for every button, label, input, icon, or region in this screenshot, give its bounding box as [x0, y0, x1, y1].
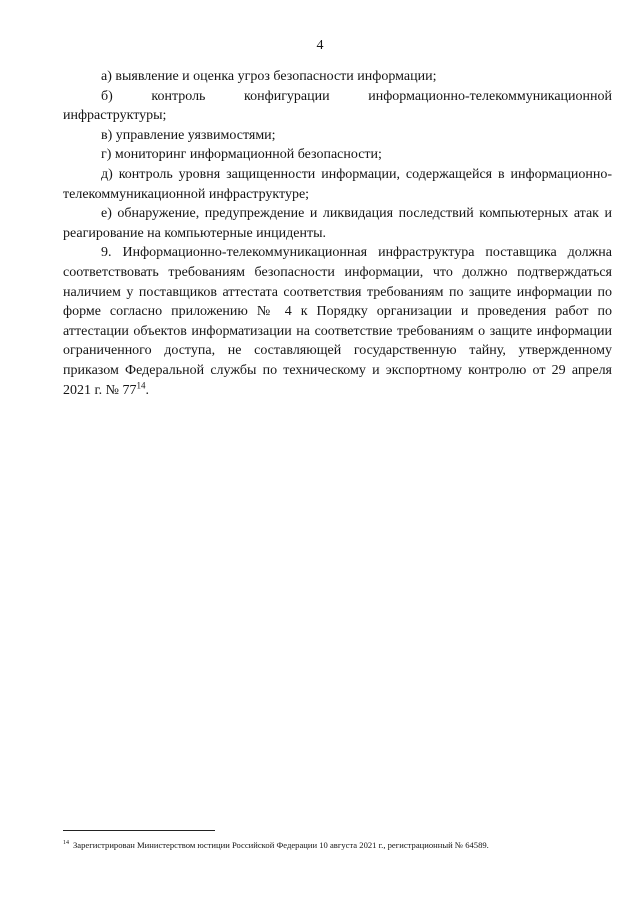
- list-item-d: д) контроль уровня защищенности информации, содержащейся в информационно-телекоммуникационной инфраструктуре;: [63, 166, 612, 202]
- footnote: [63, 839, 623, 851]
- footnote-separator: [63, 830, 215, 831]
- document-body: [63, 67, 612, 400]
- list-item-v: в) управление уязвимостями;: [101, 127, 276, 143]
- paragraph-9: [63, 243, 612, 400]
- footnote-mark: 14: [63, 840, 69, 847]
- list-item-a: а) выявление и оценка угроз безопасности информации;: [101, 69, 437, 84]
- paragraph-9-text: 9. Информационно-телекоммуникационная инфраструктура поставщика должна соответствовать требованиям безопасности информации, что должно подтверждаться наличием у поставщиков аттестата соответствия требованиям по защите информации по форме согласно приложению № 4 к Порядку организации и проведения работ по аттестации объектов информатизации на соответствие требованиям о защите информации ограниченного доступа, не составляющей государственную тайну, утвержденному приказом Федеральной службы по техническому и экспортному контролю от 29 апреля 2021 г. № 77: [63, 245, 612, 398]
- page-number: 4: [316, 38, 324, 53]
- footnote-reference: 14: [136, 379, 146, 390]
- list-item-g: г) мониторинг информационной безопасности;: [101, 147, 382, 163]
- list-item-e: е) обнаружение, предупреждение и ликвидация последствий компьютерных атак и реагирование на компьютерные инциденты.: [63, 206, 612, 241]
- paragraph-9-end: .: [145, 382, 150, 398]
- list-item-b: б) контроль конфигурации информационно-телекоммуникационной инфраструктуры;: [63, 88, 612, 124]
- footnote-text: Зарегистрирован Министерством юстиции Российской Федерации 10 августа 2021 г., регистрационный № 64589.: [73, 840, 489, 850]
